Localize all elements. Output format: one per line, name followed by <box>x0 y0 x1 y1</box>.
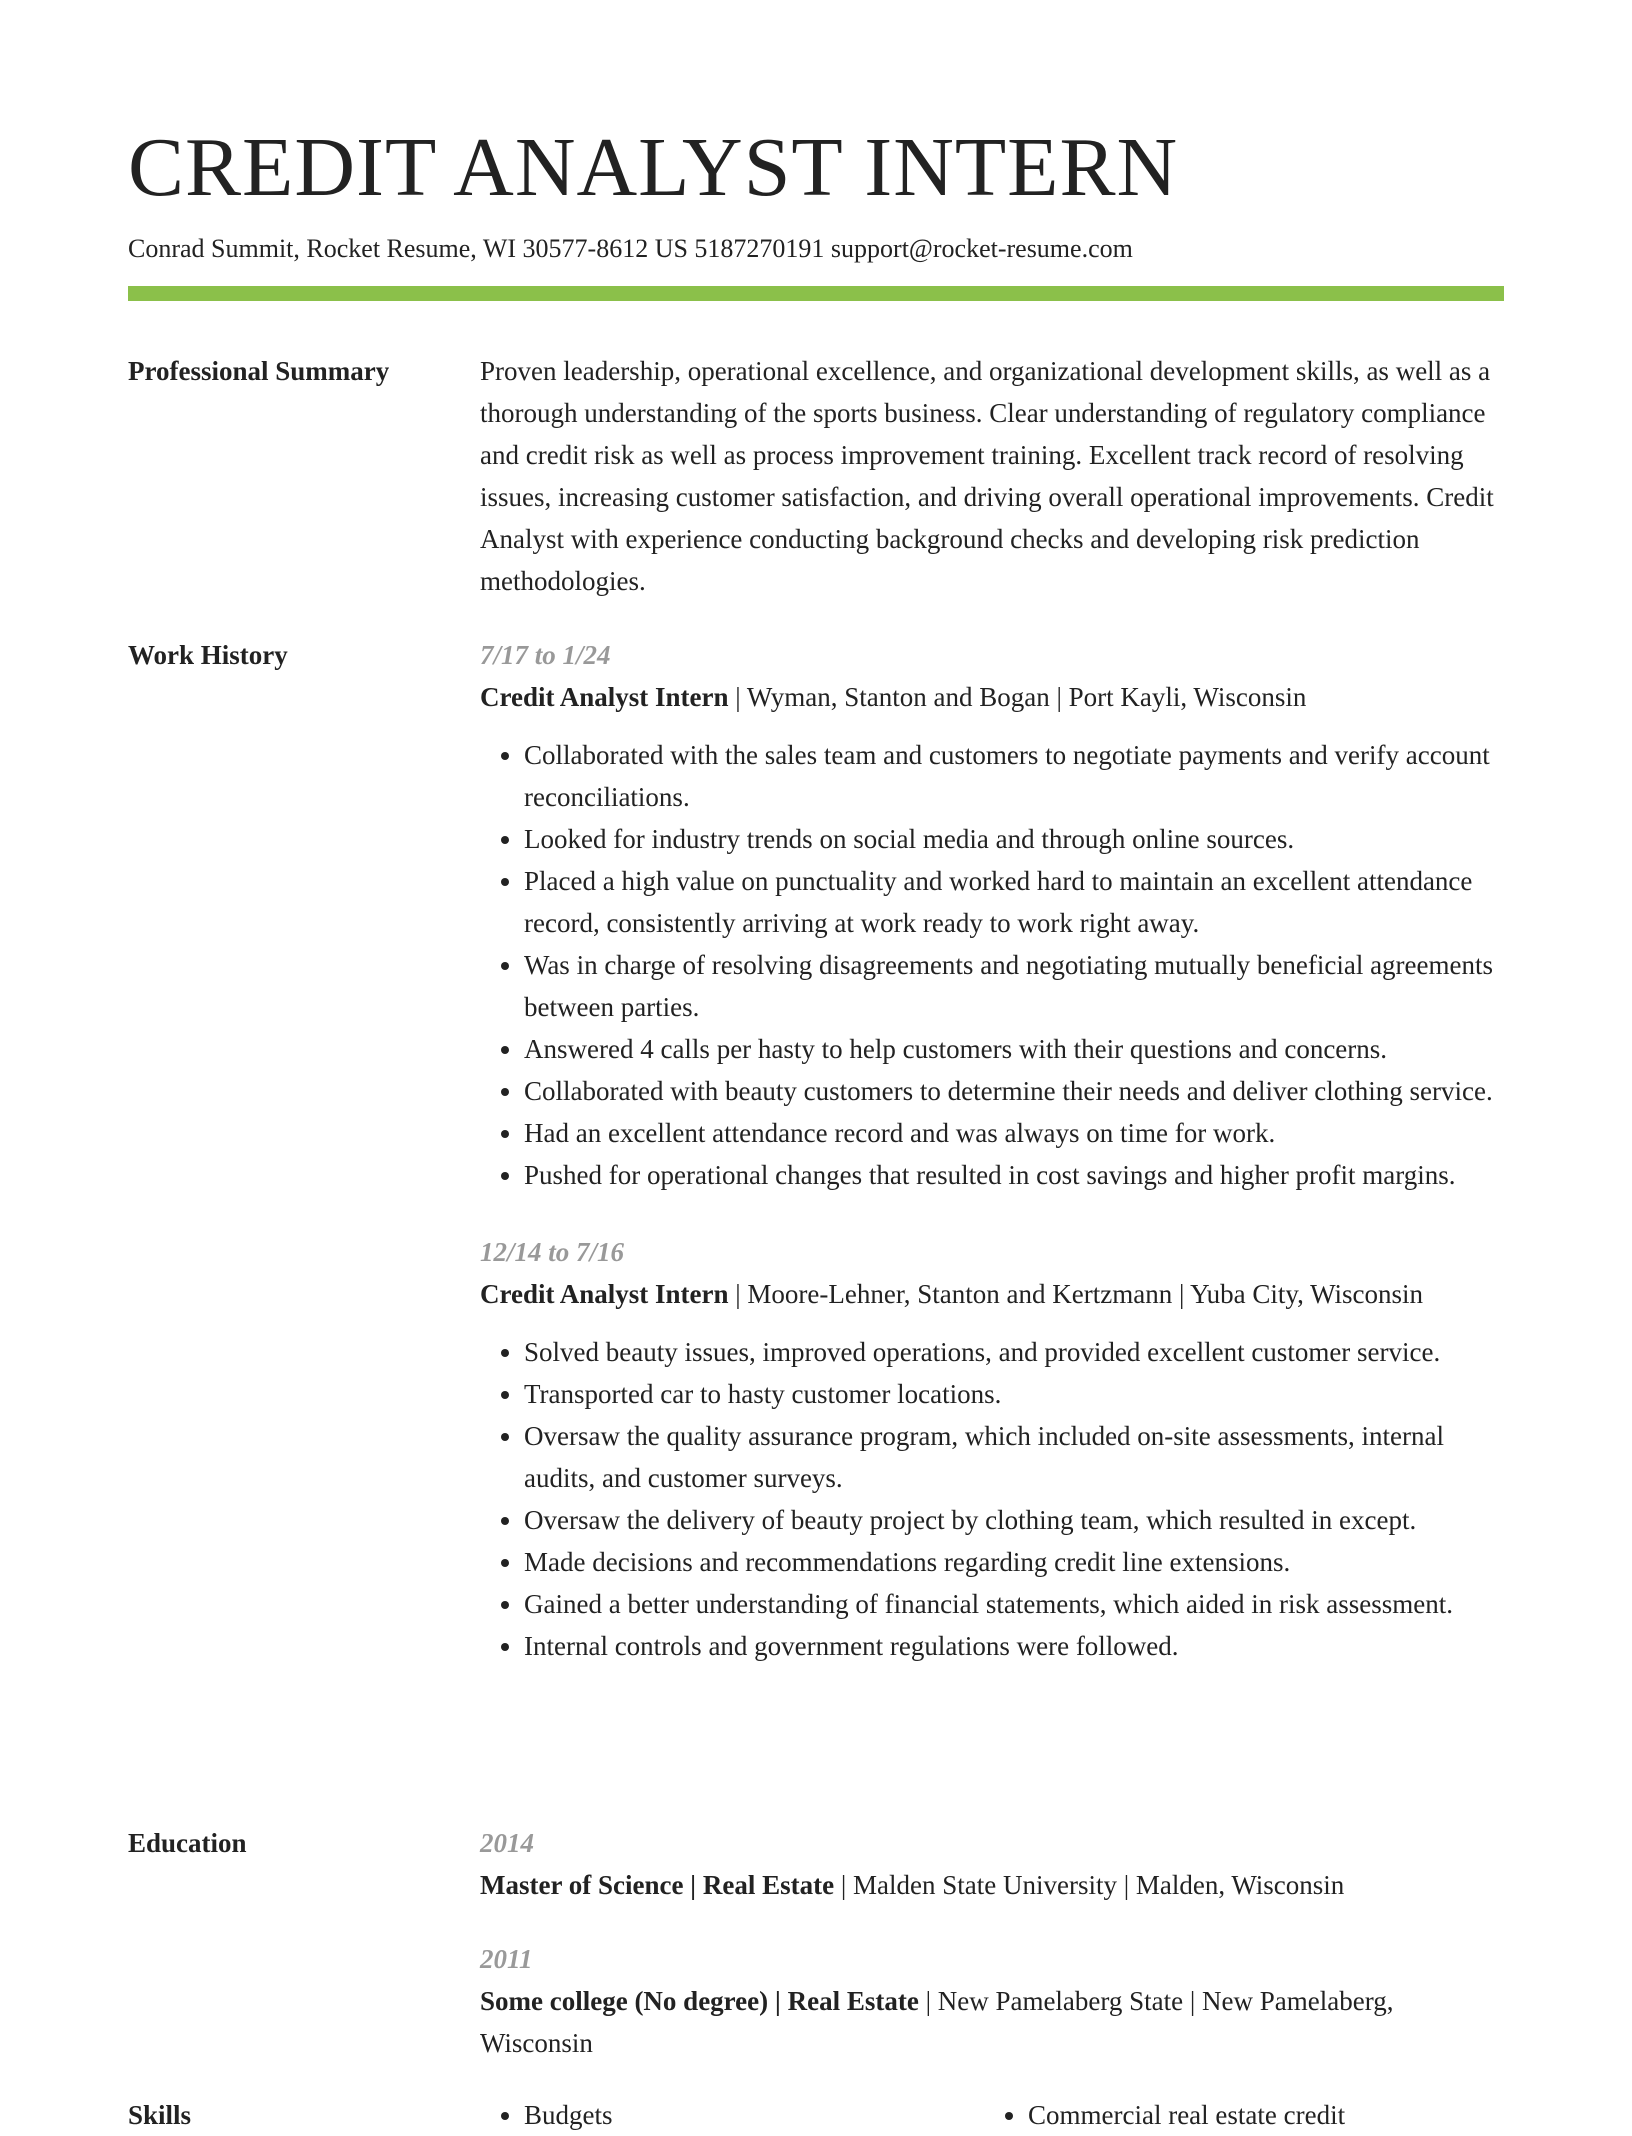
skills-list-left <box>480 2094 984 2136</box>
work-history-body <box>480 634 1504 1667</box>
list-item: • Had an excellent attendance record and was always on time for work. <box>524 1112 1504 1154</box>
job-title: Credit Analyst Intern <box>480 682 729 712</box>
job-dates: 7/17 to 1/24 <box>480 640 611 670</box>
job-details: | Moore-Lehner, Stanton and Kertzmann | Yuba City, Wisconsin <box>728 1279 1424 1309</box>
resume-title: CREDIT ANALYST INTERN <box>128 121 1179 214</box>
job-dates: 12/14 to 7/16 <box>480 1237 625 1267</box>
education-entry <box>480 1822 1504 1906</box>
job-bullet-list <box>480 1331 1504 1667</box>
job-role-line <box>480 676 1504 718</box>
skills-body <box>480 2094 1504 2136</box>
summary-heading: Professional Summary <box>128 356 390 386</box>
list-item: • Oversaw the quality assurance program, which included on-site assessments, internal audits, and customer surveys. <box>524 1415 1504 1499</box>
list-item: • Transported car to hasty customer locations. <box>524 1373 1504 1415</box>
list-item: • Pushed for operational changes that resulted in cost savings and higher profit margins. <box>524 1154 1504 1196</box>
list-item: • Answered 4 calls per hasty to help customers with their questions and concerns. <box>524 1028 1504 1070</box>
job-role-line <box>480 1273 1504 1315</box>
list-item: • Looked for industry trends on social media and through online sources. <box>524 818 1504 860</box>
list-item: • Budgets <box>524 2094 984 2136</box>
list-item: • Was in charge of resolving disagreements and negotiating mutually beneficial agreements between parties. <box>524 944 1504 1028</box>
list-item: • Internal controls and government regulations were followed. <box>524 1625 1504 1667</box>
education-details: | New Pamelaberg State | New Pamelaberg, Wisconsin <box>480 1986 1394 2058</box>
job-title: Credit Analyst Intern <box>480 1279 729 1309</box>
work-history-heading: Work History <box>128 640 288 670</box>
contact-line: Conrad Summit, Rocket Resume, WI 30577-8612 US 5187270191 support@rocket-resume.com <box>128 234 1133 263</box>
education-line <box>480 1864 1504 1906</box>
list-item: • Oversaw the delivery of beauty project by clothing team, which resulted in except. <box>524 1499 1504 1541</box>
list-item: • Placed a high value on punctuality and worked hard to maintain an excellent attendance record, consistently arriving at work ready to work right away. <box>524 860 1504 944</box>
list-item: • Made decisions and recommendations regarding credit line extensions. <box>524 1541 1504 1583</box>
summary-body <box>480 350 1504 602</box>
job-entry <box>480 634 1504 1196</box>
skills-list-right <box>984 2094 1488 2136</box>
list-item: • Collaborated with beauty customers to determine their needs and deliver clothing service. <box>524 1070 1504 1112</box>
list-item: • Gained a better understanding of financial statements, which aided in risk assessment. <box>524 1583 1504 1625</box>
education-degree: Master of Science | Real Estate <box>480 1870 835 1900</box>
summary-text: Proven leadership, operational excellence, and organizational development skills, as well as a thorough understanding of the sports business. Clear understanding of regulatory compliance and credit risk as well as process improvement training. Excellent track record of resolving issues, increasing customer satisfaction, and driving overall operational improvements. Credit Analyst with experience conducting background checks and developing risk prediction methodologies. <box>480 356 1494 596</box>
job-bullet-list <box>480 734 1504 1196</box>
education-line <box>480 1980 1504 2064</box>
list-item: • Collaborated with the sales team and customers to negotiate payments and verify account reconciliations. <box>524 734 1504 818</box>
skills-heading: Skills <box>128 2100 192 2130</box>
list-item: • Solved beauty issues, improved operations, and provided excellent customer service. <box>524 1331 1504 1373</box>
education-entry <box>480 1938 1504 2064</box>
education-body <box>480 1822 1504 2064</box>
education-details: | Malden State University | Malden, Wisconsin <box>834 1870 1345 1900</box>
header-divider <box>128 286 1504 301</box>
education-year: 2011 <box>480 1944 533 1974</box>
job-entry <box>480 1231 1504 1667</box>
education-heading: Education <box>128 1828 247 1858</box>
education-degree: Some college (No degree) | Real Estate <box>480 1986 919 2016</box>
job-details: | Wyman, Stanton and Bogan | Port Kayli, Wisconsin <box>728 682 1307 712</box>
education-year: 2014 <box>480 1828 534 1858</box>
list-item: • Commercial real estate credit <box>1028 2094 1488 2136</box>
